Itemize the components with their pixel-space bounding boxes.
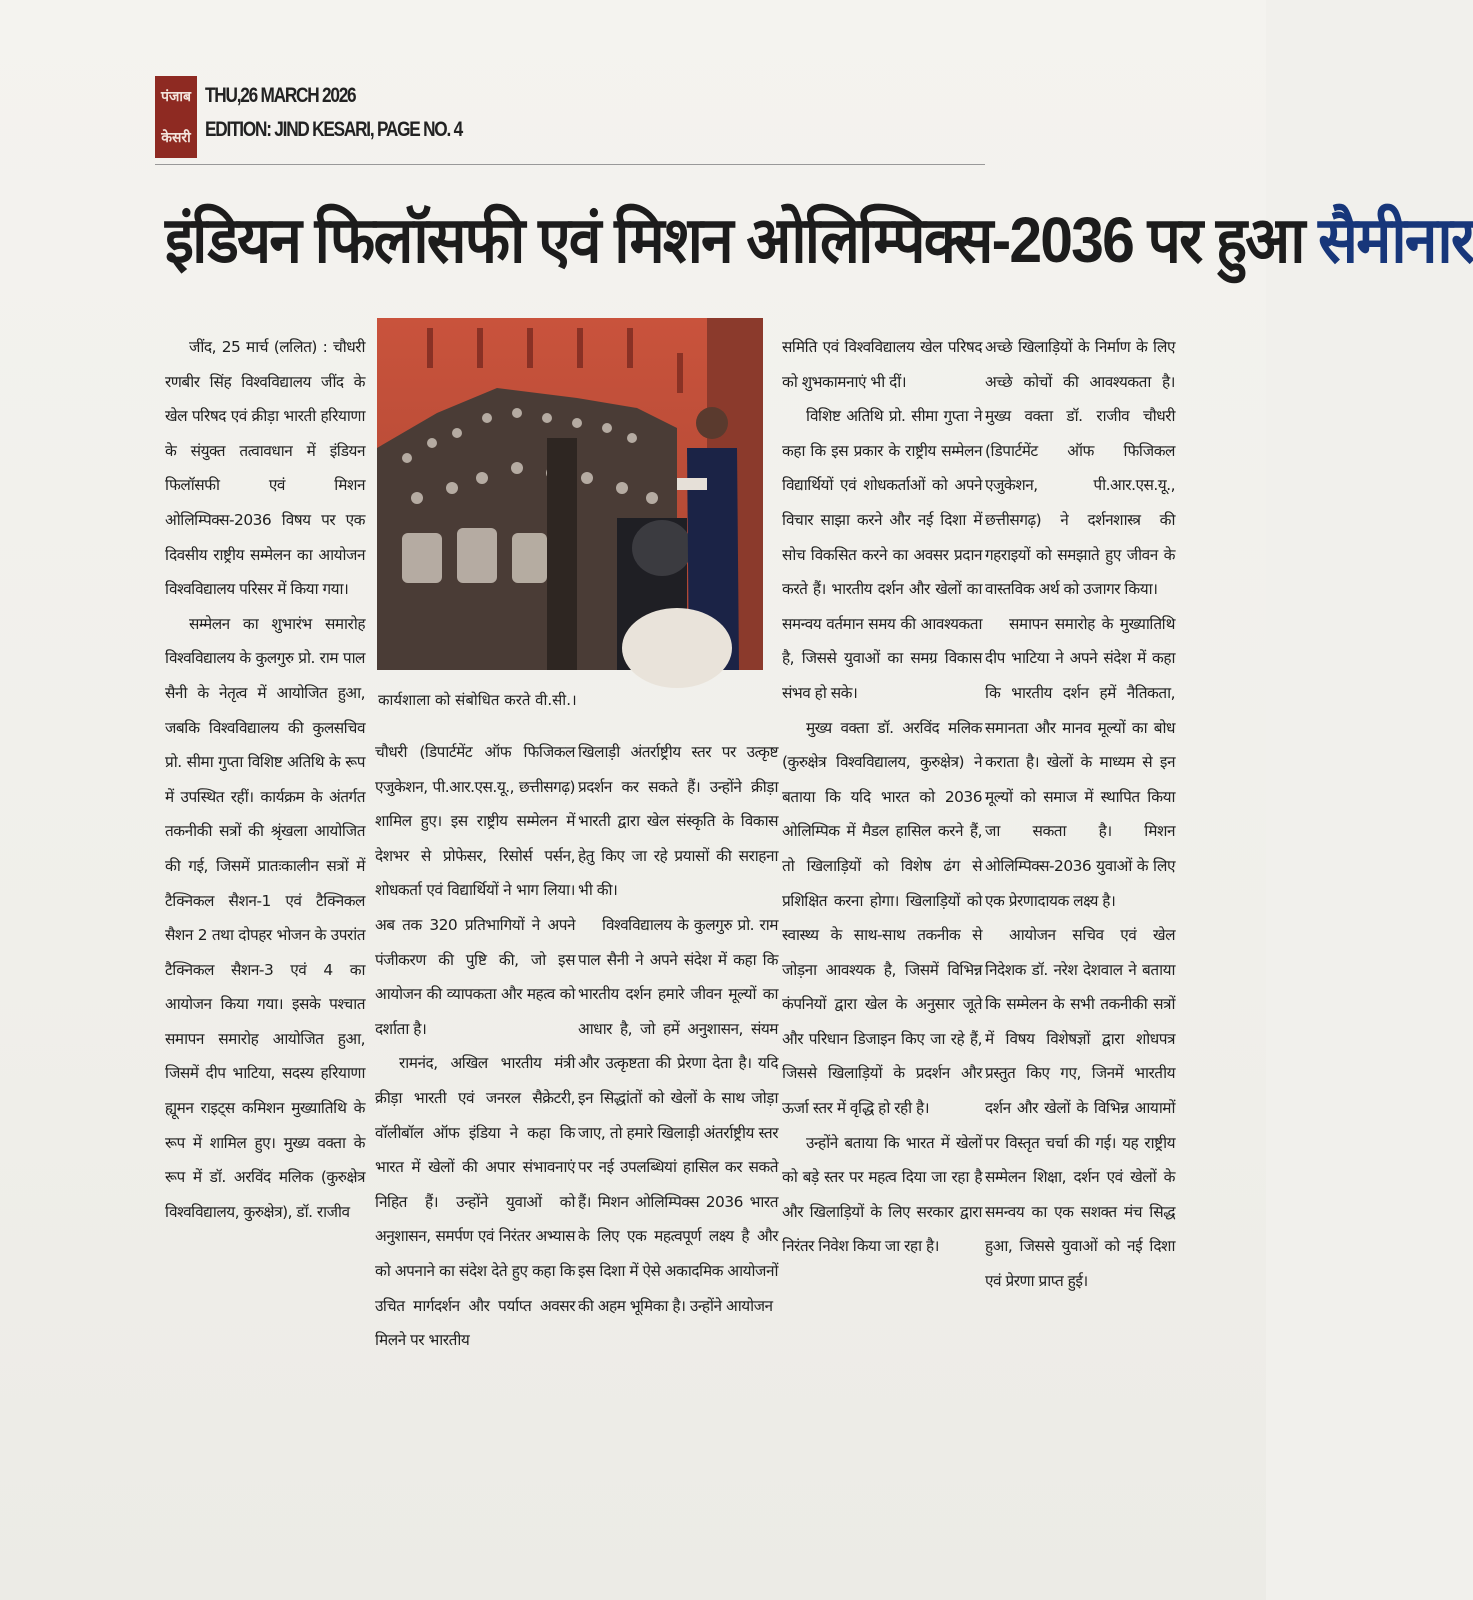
paragraph: समिति एवं विश्वविद्यालय खेल परिषद को शुभकामनाएं भी दीं। xyxy=(782,338,982,391)
paragraph: खिलाड़ी अंतर्राष्ट्रीय स्तर पर उत्कृष्ट प्रदर्शन कर सकते हैं। उन्होंने क्रीड़ा भारती द्वारा खेल संस्कृति के विकास हेतु किए जा रहे प्रयासों की सराहना भी की। xyxy=(578,743,778,900)
header-divider xyxy=(155,164,985,165)
paragraph: समापन समारोह के मुख्यातिथि दीप भाटिया ने अपने संदेश में कहा कि भारतीय दर्शन हमें नैतिकता, समानता और मानव मूल्यों का बोध कराता है। खेलों के माध्यम से इन मूल्यों को समाज में स्थापित किया जा सकता है। मिशन ओलिम्पिक्स-2036 युवाओं के लिए एक प्रेरणादायक लक्ष्य है। xyxy=(985,614,1175,910)
paragraph: जींद, 25 मार्च (ललित) : चौधरी रणबीर सिंह विश्वविद्यालय जींद के खेल परिषद एवं क्रीड़ा भारती हरियाणा के संयुक्त तत्वावधान में इंडियन फिलॉसफी एवं मिशन ओलिम्पिक्स-2036 विषय पर एक दिवसीय राष्ट्रीय सम्मेलन का आयोजन विश्वविद्यालय परिसर में किया गया। xyxy=(165,338,365,599)
paragraph: विशिष्ट अतिथि प्रो. सीमा गुप्ता ने कहा कि इस प्रकार के राष्ट्रीय सम्मेलन विद्यार्थियों एवं शोधकर्ताओं को अपने विचार साझा करने और नई दिशा में सोच विकसित करने का अवसर प्रदान करते हैं। भारतीय दर्शन और खेलों का समन्वय वर्तमान समय की आवश्यकता है, जिससे युवाओं का समग्र विकास संभव हो सके। xyxy=(782,407,982,702)
masthead xyxy=(155,76,518,158)
logo-line-1: पंजाब xyxy=(161,88,191,105)
article-column-5 xyxy=(985,330,1175,1299)
paragraph: मुख्य वक्ता डॉ. अरविंद मलिक (कुरुक्षेत्र विश्वविद्यालय, कुरुक्षेत्र) ने बताया कि यदि भारत को 2036 ओलिम्पिक में मैडल हासिल करने हैं, तो खिलाड़ियों को विशेष ढंग से प्रशिक्षित करना होगा। खिलाड़ियों को स्वास्थ्य के साथ-साथ तकनीक से जोड़ना आवश्यक है, जिसमें विभिन्न कंपनियों द्वारा खेल के अनुसार जूते और परिधान डिजाइन किए जा रहे हैं, जिससे खिलाड़ियों के प्रदर्शन और ऊर्जा स्तर में वृद्धि हो रही है। xyxy=(782,718,982,1118)
edition-meta xyxy=(205,76,518,142)
paragraph: उन्होंने बताया कि भारत में खेलों को बड़े स्तर पर महत्व दिया जा रहा है और खिलाड़ियों के लिए सरकार द्वारा निरंतर निवेश किया जा रहा है। xyxy=(782,1133,982,1256)
paragraph: अच्छे खिलाड़ियों के निर्माण के लिए अच्छे कोचों की आवश्यकता है। मुख्य वक्ता डॉ. राजीव चौधरी (डिपार्टमेंट ऑफ फिजिकल एजुकेशन, पी.आर.एस.यू., छत्तीसगढ़) ने दर्शनशास्त्र की गहराइयों को समझाते हुए जीवन के वास्तविक अर्थ को उजागर किया। xyxy=(985,338,1175,599)
issue-date: THU,26 MARCH 2026 xyxy=(205,84,356,107)
logo-line-2: केसरी xyxy=(161,129,191,146)
edition-info: EDITION: JIND KESARI, PAGE NO. 4 xyxy=(205,118,462,141)
paragraph: आयोजन सचिव एवं खेल निदेशक डॉ. नरेश देशवाल ने बताया कि सम्मेलन के सभी तकनीकी सत्रों में विषय विशेषज्ञों द्वारा शोधपत्र प्रस्तुत किए गए, जिनमें भारतीय दर्शन और खेलों के विभिन्न आयामों पर विस्तृत चर्चा की गई। यह राष्ट्रीय सम्मेलन शिक्षा, दर्शन एवं खेलों के समन्वय का एक सशक्त मंच सिद्ध हुआ, जिससे युवाओं को नई दिशा एवं प्रेरणा प्राप्त हुई। xyxy=(985,926,1175,1291)
photo-caption: कार्यशाला को संबोधित करते वी.सी.। xyxy=(378,691,577,709)
paragraph: रामनंद, अखिल भारतीय मंत्री क्रीड़ा भारती एवं जनरल सैक्रेटरी, वॉलीबॉल ऑफ इंडिया ने कहा कि भारत में खेलों की अपार संभावनाएं निहित हैं। उन्होंने युवाओं को अनुशासन, समर्पण एवं निरंतर अभ्यास को अपनाने का संदेश देते हुए कहा कि उचित मार्गदर्शन और पर्याप्त अवसर मिलने पर भारतीय xyxy=(375,1054,575,1350)
paragraph: विश्वविद्यालय के कुलगुरु प्रो. राम पाल सैनी ने अपने संदेश में कहा कि भारतीय दर्शन हमारे जीवन मूल्यों का आधार है, जो हमें अनुशासन, संयम और उत्कृष्टता की प्रेरणा देता है। यदि इन सिद्धांतों को खेलों के साथ जोड़ा जाए, तो हमारे खिलाड़ी अंतर्राष्ट्रीय स्तर पर नई उपलब्धियां हासिल कर सकते हैं। मिशन ओलिम्पिक्स 2036 भारत के लिए एक महत्वपूर्ण लक्ष्य है और इस दिशा में ऐसे अकादमिक आयोजनों की अहम भूमिका है। उन्होंने आयोजन xyxy=(578,915,778,1315)
punjab-kesari-logo xyxy=(155,76,197,158)
seminar-photo xyxy=(377,318,763,670)
headline-main: इंडियन फिलॉसफी एवं मिशन ओलिम्पिक्स-2036 पर हुआ xyxy=(165,204,1319,276)
article-column-3 xyxy=(578,735,778,1323)
auditorium-photo-illustration xyxy=(377,318,763,670)
article-column-2 xyxy=(375,735,575,1358)
article-headline xyxy=(165,185,1473,295)
headline-accent: सैमीनार xyxy=(1318,204,1473,276)
article-column-4 xyxy=(782,330,982,1264)
article-column-1 xyxy=(165,330,365,1229)
paragraph: सम्मेलन का शुभारंभ समारोह विश्वविद्यालय के कुलगुरु प्रो. राम पाल सैनी के नेतृत्व में आयोजित हुआ, जबकि विश्वविद्यालय की कुलसचिव प्रो. सीमा गुप्ता विशिष्ट अतिथि के रूप में उपस्थित रहीं। कार्यक्रम के अंतर्गत तकनीकी सत्रों की श्रृंखला आयोजित की गई, जिसमें प्रातःकालीन सत्रों में टैक्निकल सैशन-1 एवं टैक्निकल सैशन 2 तथा दोपहर भोजन के उपरांत टैक्निकल सैशन-3 एवं 4 का आयोजन किया गया। इसके पश्चात समापन समारोह आयोजित हुआ, जिसमें दीप भाटिया, सदस्य हरियाणा ह्यूमन राइट्स कमिशन मुख्यातिथि के रूप में शामिल हुए। मुख्य वक्ता के रूप में डॉ. अरविंद मलिक (कुरुक्षेत्र विश्वविद्यालय, कुरुक्षेत्र), डॉ. राजीव xyxy=(165,614,365,1221)
paragraph: चौधरी (डिपार्टमेंट ऑफ फिजिकल एजुकेशन, पी.आर.एस.यू., छत्तीसगढ़) शामिल हुए। इस राष्ट्रीय सम्मेलन में देशभर से प्रोफेसर, रिसोर्स पर्सन, शोधकर्ता एवं विद्यार्थियों ने भाग लिया। अब तक 320 प्रतिभागियों ने अपने पंजीकरण की पुष्टि की, जो इस आयोजन की व्यापकता और महत्व को दर्शाता है। xyxy=(375,743,575,1038)
